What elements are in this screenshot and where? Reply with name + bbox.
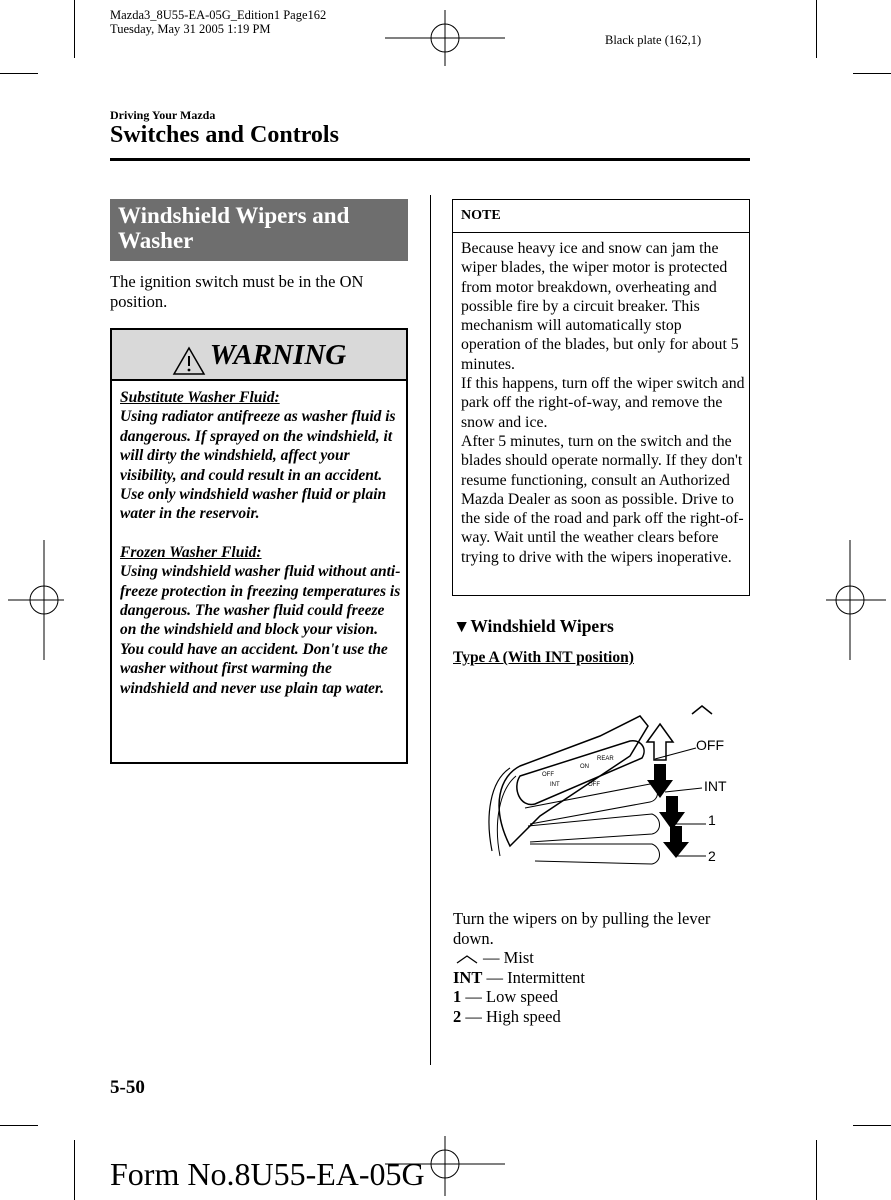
registration-mark-icon — [8, 540, 64, 660]
crop-mark — [853, 73, 891, 74]
warning-paragraph: Using windshield washer fluid without anti-freeze protection in freezing temperatures is dangerous. The washer fluid could freeze on the windshield and block your vision. You could have an accident. Don't use the washer without first warming the windshield and never use plain tap water. — [120, 563, 401, 697]
legend-item: — Mist — [453, 948, 751, 968]
note-paragraph: Because heavy ice and snow can jam the wiper blades, the wiper motor is protected from motor breakdown, overheating and possible fire by a circuit breaker. This mechanism will automatically stop operation of the blades, but only for about 5 minutes. — [461, 240, 739, 373]
lever-mark-int: INT — [550, 782, 560, 788]
note-body — [461, 239, 745, 567]
legend-item: 2 — High speed — [453, 1006, 561, 1026]
note-paragraph: After 5 minutes, turn on the switch and the blades should operate normally. If they don't resume functioning, consult an Authorized Mazda Dealer as soon as possible. Drive to the side of the road and park off the right-of-way. Wait until the weather clears before trying to drive with the wipers inoperative. — [461, 432, 744, 566]
registration-mark-icon — [385, 10, 505, 66]
arrow-down-icon — [659, 796, 685, 830]
lever-mark-off2: OFF — [588, 782, 600, 788]
warning-body — [120, 388, 402, 698]
lever-mark-on: ON — [580, 764, 589, 770]
page-title: Switches and Controls — [110, 122, 339, 148]
crop-mark — [816, 0, 817, 58]
print-header-plate: Black plate (162,1) — [605, 33, 702, 47]
wiper-lever-illustration — [480, 696, 740, 876]
crop-mark — [74, 1140, 75, 1200]
type-label: Type A (With INT position) — [453, 649, 634, 666]
note-box — [452, 199, 750, 596]
warning-paragraph: Using radiator antifreeze as washer fluid is dangerous. If sprayed on the windshield, it will dirty the windshield, affect your visibility, and could result in an accident. Use only windshield washer fluid or plain water in the reservoir. — [120, 408, 396, 523]
lever-mark-off: OFF — [542, 772, 554, 778]
subsection-heading: ▼Windshield Wipers — [453, 616, 614, 636]
arrow-down-icon — [647, 764, 673, 798]
wiper-lever-diagram — [480, 696, 740, 876]
caption-text: Turn the wipers on by pulling the lever down. — [453, 909, 711, 948]
warning-header — [112, 330, 406, 381]
label-1: 1 — [708, 812, 716, 828]
mist-chevron-icon — [692, 706, 712, 714]
warning-title: WARNING — [209, 339, 347, 371]
column-divider — [430, 195, 431, 1065]
label-off: OFF — [696, 737, 724, 753]
arrow-up-icon — [647, 724, 673, 760]
crop-mark — [0, 73, 38, 74]
intro-text: The ignition switch must be in the ON position. — [110, 272, 364, 311]
topic-heading: Windshield Wipers and Washer — [110, 199, 408, 261]
warning-subheading: Substitute Washer Fluid: — [120, 389, 280, 406]
crop-mark — [0, 1125, 38, 1126]
label-int: INT — [704, 778, 727, 794]
crop-mark — [816, 1140, 817, 1200]
warning-triangle-icon — [172, 346, 206, 376]
warning-box — [110, 328, 408, 764]
arrow-down-icon — [663, 826, 689, 858]
note-title: NOTE — [453, 200, 749, 233]
print-header-file: Mazda3_8U55-EA-05G_Edition1 Page162 — [110, 8, 327, 22]
form-number: Form No.8U55-EA-05G — [110, 1156, 425, 1192]
note-paragraph: If this happens, turn off the wiper switch and park off the right-of-way, and remove the snow and ice. — [461, 375, 745, 431]
lever-mark-rear: REAR — [597, 756, 614, 762]
mist-chevron-icon — [453, 953, 483, 965]
legend-item: 1 — Low speed — [453, 987, 558, 1006]
wiper-caption — [453, 909, 751, 1026]
page-number: 5-50 — [110, 1077, 145, 1098]
title-rule — [110, 158, 750, 161]
warning-subheading: Frozen Washer Fluid: — [120, 543, 262, 561]
registration-mark-icon — [826, 540, 886, 660]
print-header-date: Tuesday, May 31 2005 1:19 PM — [110, 22, 271, 36]
legend-item: INT — Intermittent — [453, 967, 585, 987]
section-kicker: Driving Your Mazda — [110, 108, 216, 122]
crop-mark — [853, 1125, 891, 1126]
crop-mark — [74, 0, 75, 58]
label-2: 2 — [708, 848, 716, 864]
